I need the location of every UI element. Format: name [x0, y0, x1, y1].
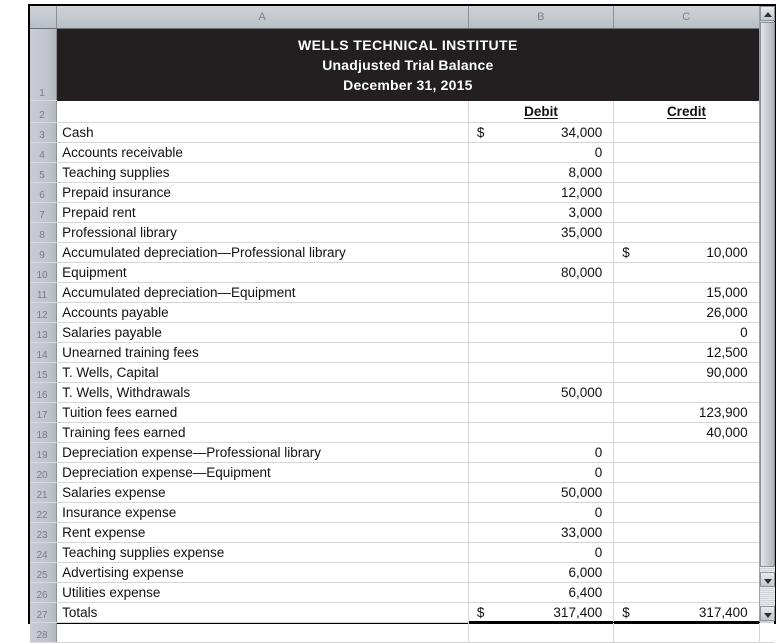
- debit-cell-amount: 6,000: [568, 564, 603, 580]
- account-name-cell[interactable]: T. Wells, Capital: [57, 362, 469, 382]
- account-name-cell[interactable]: Rent expense: [57, 522, 469, 542]
- credit-column-caption[interactable]: [614, 100, 759, 122]
- trial-balance-grid: [30, 6, 774, 643]
- scroll-down-button[interactable]: [760, 572, 775, 587]
- row-header-27[interactable]: 27: [30, 602, 57, 622]
- table-row: [30, 422, 774, 442]
- credit-cell-amount: 15,000: [706, 284, 748, 300]
- account-name-cell[interactable]: Prepaid rent: [57, 202, 469, 222]
- trailing-account-cell[interactable]: [57, 622, 469, 642]
- credit-cell[interactable]: [614, 582, 759, 602]
- row-header-17[interactable]: 17: [30, 402, 57, 422]
- credit-cell[interactable]: [614, 382, 759, 402]
- column-header-a[interactable]: A: [57, 6, 469, 28]
- scroll-up-arrow-icon: [764, 12, 772, 17]
- account-name-cell[interactable]: Equipment: [57, 262, 469, 282]
- debit-column-caption[interactable]: [468, 100, 613, 122]
- report-title-line-1: WELLS TECHNICAL INSTITUTE: [298, 36, 518, 53]
- table-row: [30, 382, 774, 402]
- credit-cell[interactable]: [614, 242, 759, 262]
- spreadsheet-window: [28, 4, 776, 641]
- debit-cell[interactable]: [468, 522, 613, 542]
- account-name-cell[interactable]: Salaries expense: [57, 482, 469, 502]
- debit-cell-amount: 50,000: [560, 384, 603, 400]
- debit-cell-amount: 6,400: [568, 584, 603, 600]
- debit-cell-amount: 33,000: [560, 524, 603, 540]
- debit-cell-amount: 3,000: [568, 204, 603, 220]
- totals-credit-cell[interactable]: [614, 602, 759, 622]
- report-title-block: [57, 28, 760, 100]
- table-row: [30, 282, 774, 302]
- totals-credit-cell-currency: $: [622, 604, 630, 620]
- account-name-cell[interactable]: Training fees earned: [57, 422, 469, 442]
- row-header-18[interactable]: 18: [30, 422, 57, 442]
- debit-cell-amount: 0: [594, 144, 603, 160]
- table-row: [30, 222, 774, 242]
- debit-cell[interactable]: [468, 442, 613, 462]
- credit-cell[interactable]: [614, 542, 759, 562]
- credit-cell[interactable]: [614, 122, 759, 142]
- debit-cell-amount: 35,000: [560, 224, 603, 240]
- account-name-cell[interactable]: Advertising expense: [57, 562, 469, 582]
- debit-cell[interactable]: [468, 422, 613, 442]
- table-row: [30, 322, 774, 342]
- debit-cell-amount: 50,000: [560, 484, 603, 500]
- table-row: [30, 242, 774, 262]
- credit-cell[interactable]: [614, 182, 759, 202]
- debit-cell[interactable]: [468, 362, 613, 382]
- account-name-cell[interactable]: Professional library: [57, 222, 469, 242]
- account-name-cell[interactable]: Insurance expense: [57, 502, 469, 522]
- table-row: [30, 202, 774, 222]
- trailing-credit-cell[interactable]: [614, 622, 759, 642]
- row-header-2[interactable]: 2: [30, 100, 57, 122]
- debit-cell[interactable]: [468, 562, 613, 582]
- row-header-3[interactable]: 3: [30, 122, 57, 142]
- row-header-5[interactable]: 5: [30, 162, 57, 182]
- account-name-cell[interactable]: Tuition fees earned: [57, 402, 469, 422]
- row-header-11[interactable]: 11: [30, 282, 57, 302]
- debit-cell-currency: $: [476, 124, 485, 140]
- account-name-cell[interactable]: Utilities expense: [57, 582, 469, 602]
- table-row: [30, 342, 774, 362]
- debit-cell[interactable]: [468, 182, 613, 202]
- row-header-24[interactable]: 24: [30, 542, 57, 562]
- table-row: [30, 162, 774, 182]
- debit-cell-amount: 12,000: [560, 184, 603, 200]
- credit-cell[interactable]: [614, 222, 759, 242]
- credit-cell[interactable]: [614, 342, 759, 362]
- credit-cell[interactable]: [614, 482, 759, 502]
- debit-cell[interactable]: [468, 262, 613, 282]
- credit-cell[interactable]: [614, 462, 759, 482]
- credit-cell[interactable]: [614, 142, 759, 162]
- table-row: [30, 482, 774, 502]
- table-row: [30, 542, 774, 562]
- debit-cell-amount: 8,000: [568, 164, 603, 180]
- row-header-4[interactable]: 4: [30, 142, 57, 162]
- debit-cell-amount: 0: [594, 504, 603, 520]
- debit-cell[interactable]: [468, 502, 613, 522]
- account-name-cell[interactable]: Teaching supplies: [57, 162, 469, 182]
- credit-cell-amount: 123,900: [698, 404, 748, 420]
- credit-cell[interactable]: [614, 422, 759, 442]
- row-header-8[interactable]: 8: [30, 222, 57, 242]
- row-header-22[interactable]: 22: [30, 502, 57, 522]
- scrollbar-track-lower[interactable]: [760, 587, 775, 606]
- row-header-1[interactable]: 1: [30, 28, 57, 100]
- overflow-cell: [759, 622, 773, 642]
- credit-column-caption-text: Credit: [666, 103, 706, 119]
- credit-cell-amount: 12,500: [706, 344, 748, 360]
- account-name-cell[interactable]: Accumulated depreciation—Equipment: [57, 282, 469, 302]
- totals-debit-cell-amount: 317,400: [553, 604, 603, 620]
- account-name-cell[interactable]: T. Wells, Withdrawals: [57, 382, 469, 402]
- debit-cell-amount: 80,000: [560, 264, 603, 280]
- row-header-15[interactable]: 15: [30, 362, 57, 382]
- credit-cell[interactable]: [614, 202, 759, 222]
- row-header-12[interactable]: 12: [30, 302, 57, 322]
- debit-cell-amount: 0: [594, 544, 603, 560]
- scroll-page-down-button[interactable]: [760, 606, 775, 621]
- column-header-row: [30, 6, 774, 28]
- debit-cell[interactable]: [468, 302, 613, 322]
- account-name-cell[interactable]: Depreciation expense—Equipment: [57, 462, 469, 482]
- account-name-cell[interactable]: Accounts payable: [57, 302, 469, 322]
- debit-cell[interactable]: [468, 542, 613, 562]
- debit-cell[interactable]: [468, 382, 613, 402]
- row-header-19[interactable]: 19: [30, 442, 57, 462]
- title-row: [30, 28, 774, 100]
- select-all-corner[interactable]: [30, 6, 57, 28]
- table-row: [30, 582, 774, 602]
- column-header-b[interactable]: B: [468, 6, 613, 28]
- debit-cell[interactable]: [468, 222, 613, 242]
- credit-cell[interactable]: [614, 402, 759, 422]
- credit-cell-amount: 0: [740, 324, 748, 340]
- column-caption-row: [30, 100, 774, 122]
- credit-cell[interactable]: [614, 302, 759, 322]
- credit-cell-amount: 90,000: [706, 364, 748, 380]
- account-name-cell[interactable]: Salaries payable: [57, 322, 469, 342]
- credit-cell[interactable]: [614, 262, 759, 282]
- table-row: [30, 462, 774, 482]
- row-header-26[interactable]: 26: [30, 582, 57, 602]
- table-row: [30, 362, 774, 382]
- table-row: [30, 302, 774, 322]
- credit-cell[interactable]: [614, 522, 759, 542]
- account-name-cell[interactable]: Cash: [57, 122, 469, 142]
- credit-cell-amount: 26,000: [706, 304, 748, 320]
- debit-cell[interactable]: [468, 462, 613, 482]
- table-row: [30, 562, 774, 582]
- row-header-23[interactable]: 23: [30, 522, 57, 542]
- debit-cell[interactable]: [468, 582, 613, 602]
- debit-column-caption-text: Debit: [524, 103, 558, 119]
- totals-credit-cell-amount: 317,400: [698, 604, 748, 620]
- report-title-line-2: Unadjusted Trial Balance: [322, 56, 494, 73]
- vertical-scrollbar[interactable]: [759, 6, 774, 622]
- credit-cell[interactable]: [614, 282, 759, 302]
- account-name-cell[interactable]: Depreciation expense—Professional library: [57, 442, 469, 462]
- debit-cell[interactable]: [468, 322, 613, 342]
- scroll-up-button[interactable]: [760, 6, 775, 21]
- scroll-down-arrow-icon: [764, 579, 772, 584]
- totals-label-cell[interactable]: Totals: [57, 602, 469, 622]
- row-header-21[interactable]: 21: [30, 482, 57, 502]
- debit-cell[interactable]: [468, 402, 613, 422]
- totals-debit-cell[interactable]: [468, 602, 613, 622]
- table-row: [30, 522, 774, 542]
- credit-cell[interactable]: [614, 322, 759, 342]
- totals-row: [30, 602, 774, 622]
- credit-cell[interactable]: [614, 562, 759, 582]
- credit-cell[interactable]: [614, 442, 759, 462]
- debit-cell[interactable]: [468, 202, 613, 222]
- debit-cell[interactable]: [468, 342, 613, 362]
- scroll-page-down-arrow-icon: [764, 613, 772, 618]
- debit-cell-amount: 0: [594, 444, 603, 460]
- row-header-14[interactable]: 14: [30, 342, 57, 362]
- debit-cell[interactable]: [468, 282, 613, 302]
- row-header-25[interactable]: 25: [30, 562, 57, 582]
- debit-cell[interactable]: [468, 142, 613, 162]
- credit-cell-amount: 40,000: [706, 424, 748, 440]
- credit-cell-amount: 10,000: [706, 244, 748, 260]
- table-row: [30, 142, 774, 162]
- table-row: [30, 182, 774, 202]
- trailing-row: [30, 622, 774, 642]
- row-header-16[interactable]: 16: [30, 382, 57, 402]
- account-name-cell[interactable]: Teaching supplies expense: [57, 542, 469, 562]
- report-title-line-3: December 31, 2015: [343, 77, 473, 93]
- account-name-cell[interactable]: Accounts receivable: [57, 142, 469, 162]
- debit-cell[interactable]: [468, 122, 613, 142]
- scrollbar-thumb[interactable]: [760, 22, 775, 567]
- table-row: [30, 122, 774, 142]
- debit-cell-amount: 34,000: [560, 124, 603, 140]
- row-header-7[interactable]: 7: [30, 202, 57, 222]
- account-name-cell[interactable]: Accumulated depreciation—Professional library: [57, 242, 469, 262]
- row-header-10[interactable]: 10: [30, 262, 57, 282]
- debit-cell-amount: 0: [594, 464, 603, 480]
- table-row: [30, 502, 774, 522]
- debit-cell[interactable]: [468, 482, 613, 502]
- row-header-13[interactable]: 13: [30, 322, 57, 342]
- debit-cell[interactable]: [468, 162, 613, 182]
- row-header-20[interactable]: 20: [30, 462, 57, 482]
- credit-cell-currency: $: [622, 244, 630, 260]
- row-header-28[interactable]: 28: [30, 622, 57, 642]
- column-header-c[interactable]: C: [614, 6, 759, 28]
- table-row: [30, 402, 774, 422]
- row-header-9[interactable]: 9: [30, 242, 57, 262]
- totals-debit-cell-currency: $: [476, 604, 485, 620]
- account-name-cell[interactable]: Unearned training fees: [57, 342, 469, 362]
- credit-cell[interactable]: [614, 362, 759, 382]
- account-name-cell[interactable]: Prepaid insurance: [57, 182, 469, 202]
- table-row: [30, 262, 774, 282]
- trailing-debit-cell[interactable]: [468, 622, 613, 642]
- caption-blank-cell[interactable]: [57, 100, 469, 122]
- credit-cell[interactable]: [614, 502, 759, 522]
- table-row: [30, 442, 774, 462]
- credit-cell[interactable]: [614, 162, 759, 182]
- row-header-6[interactable]: 6: [30, 182, 57, 202]
- debit-cell[interactable]: [468, 242, 613, 262]
